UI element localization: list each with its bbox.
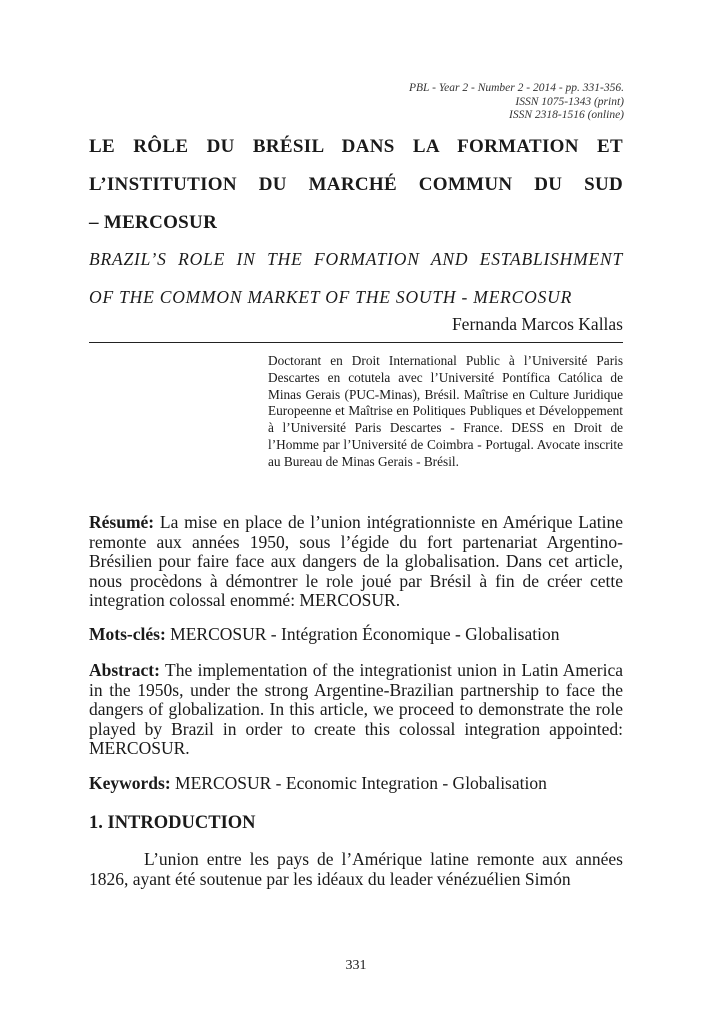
french-title-line-2: L’INSTITUTION DU MARCHÉ COMMUN DU SUD [89, 174, 623, 195]
mots-cles-text: MERCOSUR - Intégration Économique - Globalisation [165, 624, 560, 644]
french-title [89, 128, 623, 242]
journal-citation: PBL - Year 2 - Number 2 - 2014 - pp. 331-356. [409, 82, 624, 94]
english-title [89, 240, 623, 316]
introduction-paragraph: L’union entre les pays de l’Amérique latine remonte aux années 1826, ayant été soutenue par les idéaux du leader vénézuélien Simón [89, 849, 623, 889]
issn-online: ISSN 2318-1516 (online) [509, 109, 624, 121]
page-number: 331 [345, 958, 367, 973]
english-title-line-2: OF THE COMMON MARKET OF THE SOUTH - MERCOSUR [89, 287, 573, 307]
author-name: Fernanda Marcos Kallas [451, 314, 623, 334]
keywords-text: MERCOSUR - Economic Integration - Globalisation [170, 773, 547, 793]
resume-label: Résumé: [89, 512, 155, 532]
keywords-block [89, 774, 623, 794]
french-title-line-1: LE RÔLE DU BRÉSIL DANS LA FORMATION ET [89, 136, 623, 157]
mots-cles-label: Mots-clés: [89, 624, 166, 644]
resume-block [89, 513, 623, 611]
title-divider [89, 342, 623, 343]
abstract-block [89, 661, 623, 759]
mots-cles-block [89, 625, 623, 645]
abstract-text: The implementation of the integrationist union in Latin America in the 1950s, under the strong Argentine-Brazilian partnership to face the dangers of globalization. In this article, we proceed to demonstrate the role played by Brazil in order to create this colossal integration appointed: MERCOSUR. [89, 660, 623, 758]
section-heading: 1. INTRODUCTION [89, 813, 256, 833]
english-title-line-1: BRAZIL’S ROLE IN THE FORMATION AND ESTABLISHMENT [89, 249, 623, 269]
journal-reference [409, 82, 624, 123]
author-affiliation: Doctorant en Droit International Public à l’Université Paris Descartes en cotutela avec l’Université Pontífica Católica de Minas Gerais (PUC-Minas), Brésil. Maîtrise en Culture Juridique Europeenne et Maîtrise en Politiques Publiques et Développement à l’Université Paris Descartes - France. DESS en Droit de l’Homme par l’Université de Coimbra - Portugal. Avocate inscrite au Bureau de Minas Gerais - Brésil. [268, 353, 623, 469]
issn-print: ISSN 1075-1343 (print) [515, 95, 624, 108]
abstract-label: Abstract: [89, 660, 160, 680]
resume-text: La mise en place de l’union intégrationniste en Amérique Latine remonte aux années 1950, sous l’égide du fort partenariat Argentino-Brésilien pour faire face aux dangers de la globalisation. Dans cet article, nous procèdons à démontrer le role joué par Brésil à fin de créer cette integration colossal enommé: MERCOSUR. [89, 512, 623, 610]
french-title-line-3: – MERCOSUR [89, 212, 218, 233]
keywords-label: Keywords: [89, 773, 171, 793]
